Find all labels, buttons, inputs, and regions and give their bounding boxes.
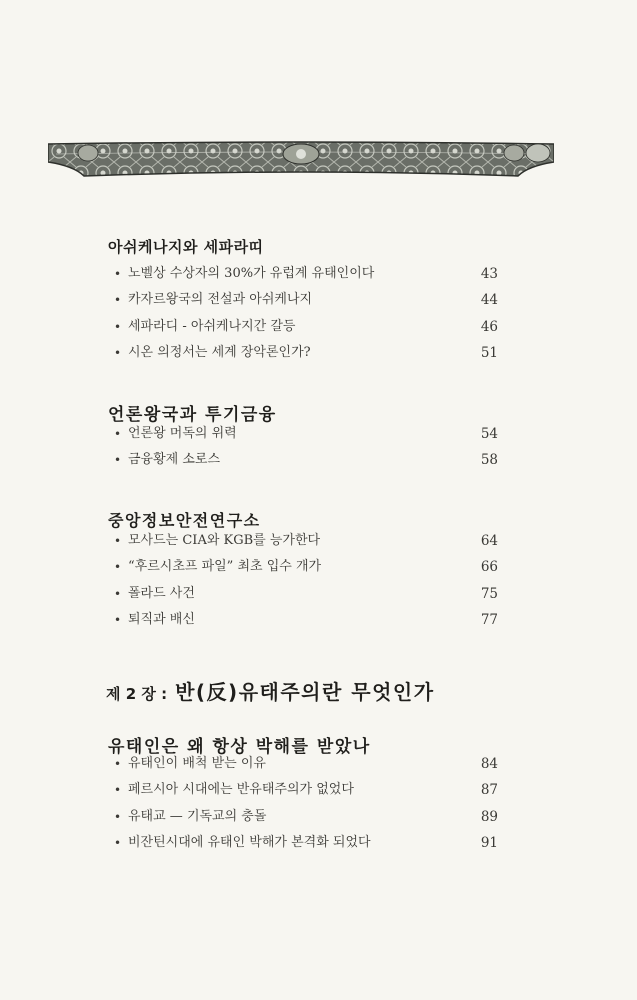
page-number: 66 [480, 559, 498, 576]
toc-entry[interactable] [114, 287, 498, 313]
bullet: • [114, 809, 122, 824]
section-title: 아쉬케나지와 세파라띠 [108, 238, 264, 256]
page-number: 44 [480, 292, 498, 309]
bullet: • [114, 293, 122, 308]
entry-title: “후르시초프 파일” 최초 입수 개가 [128, 559, 322, 575]
bullet: • [114, 586, 122, 601]
entry-title: 시온 의정서는 세계 장악론인가? [128, 345, 311, 361]
toc-entry[interactable] [114, 751, 498, 777]
page-number: 58 [480, 452, 498, 469]
entry-title: 모사드는 CIA와 KGB를 능가한다 [128, 533, 321, 548]
entry-title: 페르시아 시대에는 반유태주의가 없었다 [128, 782, 354, 798]
section-title: 유태인은 왜 항상 박해를 받았나 [108, 737, 371, 757]
entry-title: 유태교 — 기독교의 충돌 [128, 808, 267, 824]
toc-entry[interactable] [114, 447, 498, 473]
page-number: 46 [480, 318, 498, 335]
page-number: 51 [480, 345, 498, 362]
bullet: • [114, 267, 122, 281]
toc-list [114, 751, 498, 857]
bullet: • [114, 560, 122, 575]
bullet: • [114, 427, 122, 441]
toc-entry[interactable] [114, 777, 498, 803]
chapter-title: 반(反)유태주의란 무엇인가 [175, 680, 435, 704]
toc-list [114, 528, 498, 634]
bullet: • [114, 534, 122, 548]
page-number: 43 [480, 266, 498, 282]
page-number: 75 [480, 585, 498, 602]
toc-list [114, 421, 498, 474]
ornamental-banner [48, 140, 554, 180]
page-number: 89 [480, 808, 498, 825]
page-number: 54 [480, 426, 498, 442]
toc-entry[interactable] [114, 314, 498, 340]
page-number: 87 [480, 782, 498, 799]
toc-entry[interactable] [114, 607, 498, 633]
bullet: • [114, 757, 122, 771]
toc-entry[interactable] [114, 340, 498, 366]
entry-title: 퇴직과 배신 [128, 612, 195, 628]
bullet: • [114, 319, 122, 334]
toc-entry[interactable] [114, 581, 498, 607]
bullet: • [114, 836, 122, 851]
bullet: • [114, 613, 122, 628]
bullet: • [114, 453, 122, 468]
chapter-heading [106, 676, 435, 705]
entry-title: 세파라디 - 아쉬케나지간 갈등 [128, 318, 296, 334]
page-number: 77 [480, 612, 498, 629]
entry-title: 폴라드 사건 [128, 585, 195, 601]
bullet: • [114, 346, 122, 361]
section-title: 언론왕국과 투기금융 [108, 405, 277, 425]
toc-entry[interactable] [114, 554, 498, 580]
toc-entry[interactable] [114, 261, 498, 287]
toc-entry[interactable] [114, 528, 498, 554]
toc-list [114, 261, 498, 367]
entry-title: 금융황제 소로스 [128, 452, 221, 468]
toc-entry[interactable] [114, 804, 498, 830]
bullet: • [114, 783, 122, 798]
entry-title: 노벨상 수상자의 30%가 유럽계 유태인이다 [128, 266, 375, 281]
toc-entry[interactable] [114, 421, 498, 447]
toc-entry[interactable] [114, 830, 498, 856]
entry-title: 언론왕 머독의 위력 [128, 426, 237, 441]
page-number: 91 [480, 835, 498, 852]
entry-title: 비잔틴시대에 유태인 박해가 본격화 되었다 [128, 835, 371, 851]
section-title: 중앙정보안전연구소 [108, 511, 261, 530]
page-number: 84 [480, 756, 498, 772]
page-number: 64 [480, 533, 498, 549]
entry-title: 유태인이 배척 받는 이유 [128, 756, 266, 771]
entry-title: 카자르왕국의 전설과 아쉬케나지 [128, 292, 313, 308]
chapter-number: 제 2 장 : [106, 685, 168, 703]
